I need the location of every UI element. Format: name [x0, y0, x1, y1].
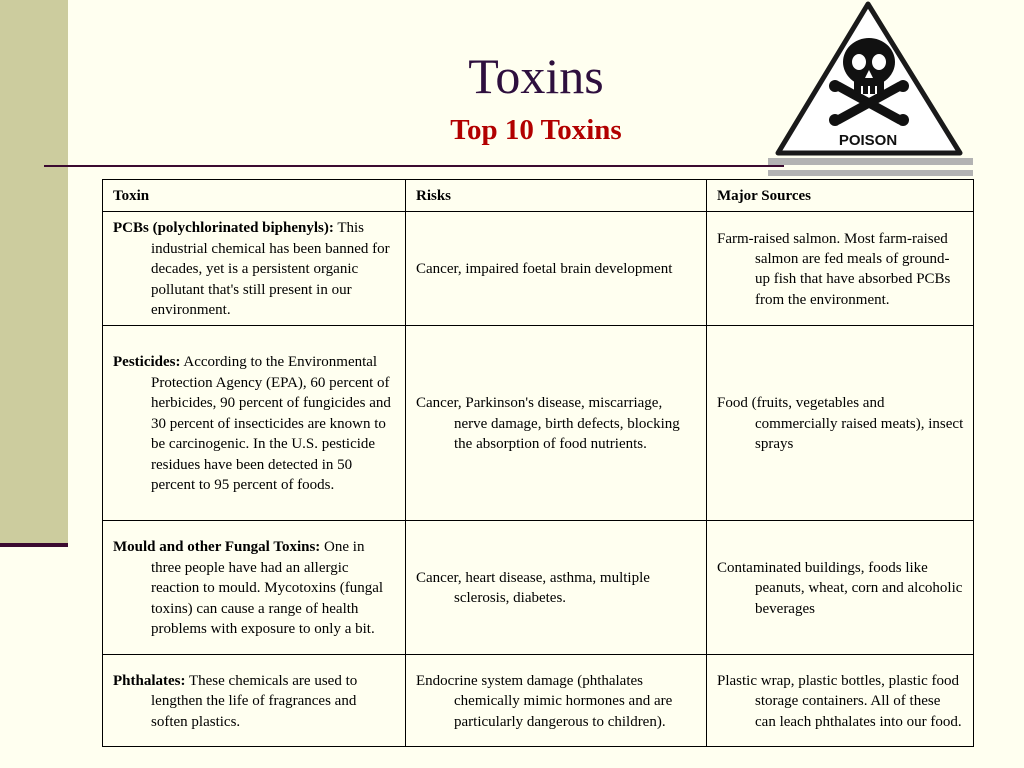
sources-cell: [707, 521, 974, 655]
risks-cell: [406, 655, 707, 747]
header-toxin: Toxin: [103, 180, 406, 212]
toxin-name: PCBs (polychlorinated biphenyls):: [113, 220, 334, 237]
sources-text: Plastic wrap, plastic bottles, plastic food storage containers. All of these can leach phthalates into our food.: [717, 672, 962, 730]
risks-text: Cancer, impaired foetal brain development: [416, 261, 673, 278]
toxin-description: One in three people have had an allergic reaction to mould. Mycotoxins (fungal toxins) can cause a range of health problems with exposure to only a bit.: [151, 539, 384, 638]
table-row: [103, 326, 974, 521]
risks-cell: [406, 521, 707, 655]
left-bar-rule: [0, 543, 68, 547]
toxin-description: These chemicals are used to lengthen the life of fragrances and soften plastics.: [151, 672, 358, 730]
risks-text: Cancer, Parkinson's disease, miscarriage, nerve damage, birth defects, blocking the absorption of food nutrients.: [416, 395, 680, 453]
slide-title: Toxins: [468, 48, 604, 104]
left-decorative-bar: [0, 0, 68, 546]
header-major-sources: Major Sources: [707, 180, 974, 212]
toxin-name: Phthalates:: [113, 672, 186, 689]
title-divider: [44, 165, 784, 167]
toxin-description: According to the Environmental Protection Agency (EPA), 60 percent of herbicides, 90 percent of fungicides and 30 percent of insecticides are known to be carcinogenic. In the U.S. pesticide residues have been detected in 50 percent to 95 percent of foods.: [151, 354, 391, 493]
table-row: [103, 212, 974, 326]
poison-warning-sign: [772, 0, 964, 160]
sources-text: Food (fruits, vegetables and commercially raised meats), insect sprays: [717, 395, 964, 453]
toxin-cell: [103, 655, 406, 747]
risks-cell: [406, 326, 707, 521]
sources-text: Farm-raised salmon. Most farm-raised salmon are fed meals of ground-up fish that have absorbed PCBs from the environment.: [717, 230, 951, 308]
right-accent-bar-bottom: [768, 170, 973, 176]
table-row: [103, 521, 974, 655]
sources-cell: [707, 655, 974, 747]
risks-cell: [406, 212, 707, 326]
table-row: [103, 655, 974, 747]
poison-label: POISON: [838, 132, 898, 149]
toxin-cell: [103, 521, 406, 655]
sources-cell: [707, 326, 974, 521]
table-header-row: [103, 180, 974, 212]
toxin-name: Mould and other Fungal Toxins:: [113, 539, 321, 556]
slide-subtitle: Top 10 Toxins: [450, 114, 622, 146]
toxins-table: [102, 179, 974, 747]
header-risks: Risks: [406, 180, 707, 212]
toxin-description: This industrial chemical has been banned for decades, yet is a persistent organic pollutant that's still present in our environment.: [151, 220, 390, 319]
sources-cell: [707, 212, 974, 326]
toxin-cell: [103, 212, 406, 326]
toxin-name: Pesticides:: [113, 354, 181, 371]
risks-text: Cancer, heart disease, asthma, multiple sclerosis, diabetes.: [416, 570, 650, 607]
toxin-cell: [103, 326, 406, 521]
risks-text: Endocrine system damage (phthalates chemically mimic hormones and are particularly dangerous to children).: [416, 672, 673, 730]
sources-text: Contaminated buildings, foods like peanuts, wheat, corn and alcoholic beverages: [717, 559, 963, 617]
